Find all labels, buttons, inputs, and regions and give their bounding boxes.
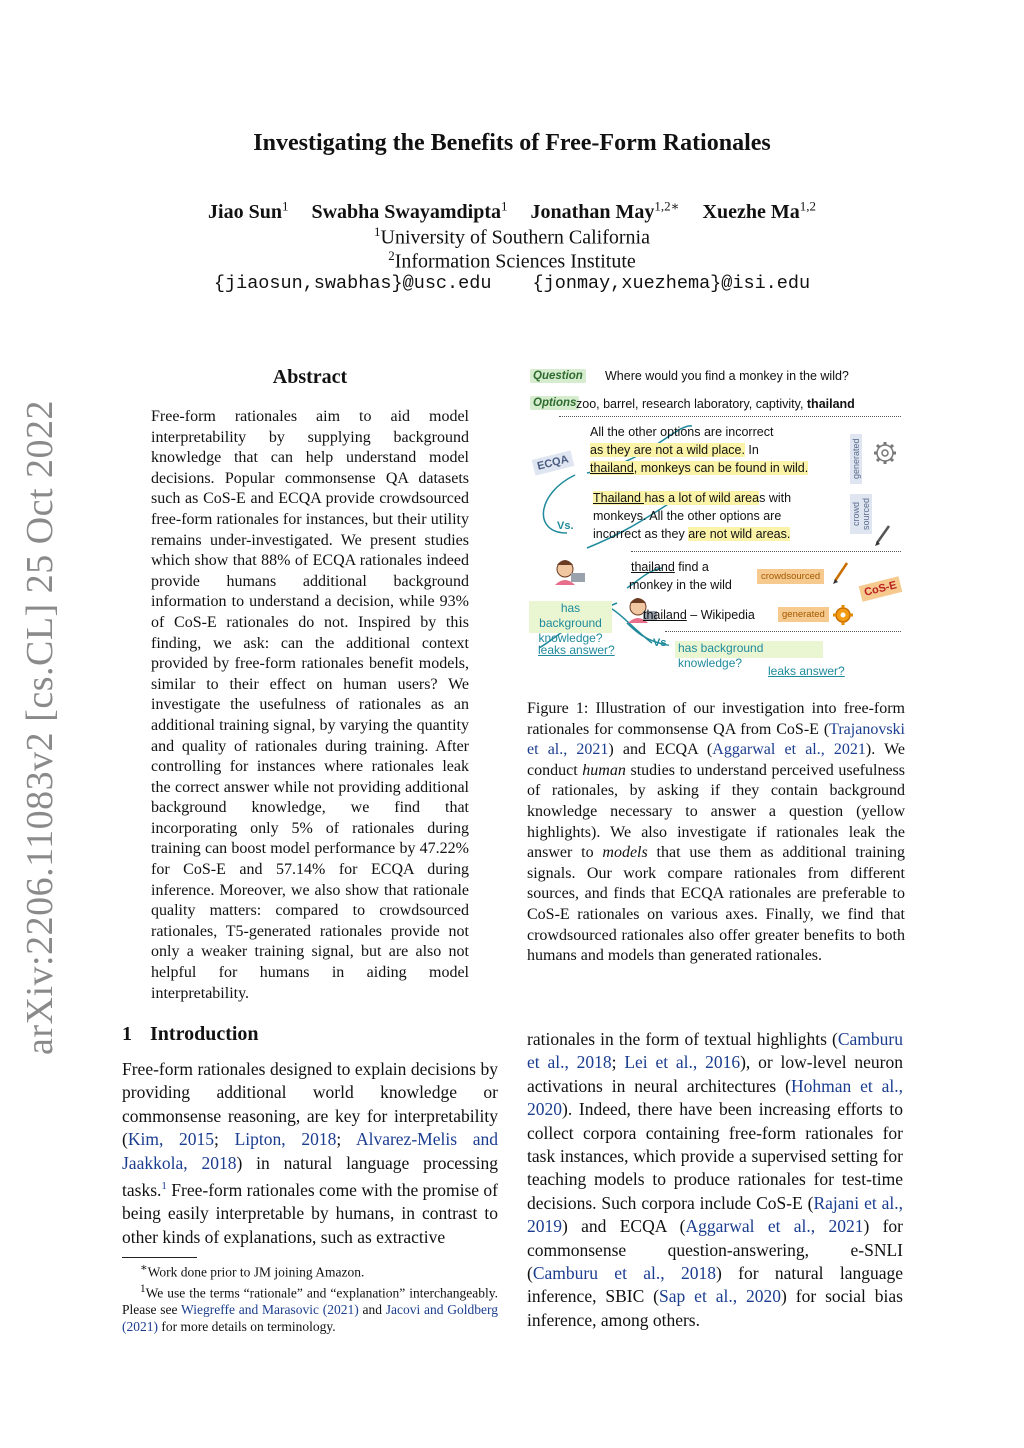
abstract-text: Free-form rationales aim to aid model interpretability by supplying background knowledge that can help understand model decisions. Popular commonsense QA datasets such as CoS-E and ECQA provide crowdsourced free-form rationales for instances, but their utility remains under-investigated. We present studies which show that 88% of ECQA rationales indeed provide humans additional background information to understand a decision, while 93% of CoS-E rationales do not. Inspired by this finding, we ask: can the additional context provided by free-form rationales benefit models, similar to their effect on human users? We investigate the usefulness of rationales as an additional training signal, by varying the quantity and quality of rationales during training. After controlling for instances where rationales leak the correct answer while not providing additional background knowledge, we find that incorporating only 5% of rationales during training can boost model performance by 47.22% for CoS-E and 57.14% for ECQA during inference. Moreover, we also show that rationale quality matters: compared to crowdsourced rationales, T5-generated rationales provide not only a weaker training signal, but are also not helpful for humans in aiding model interpretability. [151, 408, 469, 1002]
person-icon [555, 560, 585, 585]
question-text: Where would you find a monkey in the wild? [605, 369, 849, 383]
citation-link[interactable]: Kim, 2015 [127, 1129, 215, 1150]
arxiv-stamp: arXiv:2206.11083v2 [cs.CL] 25 Oct 2022 [19, 399, 61, 1055]
citation-link[interactable]: Aggarwal et al., 2021 [685, 1216, 864, 1237]
intro-paragraph: rationales in the form of textual highlights (Camburu et al., 2018; Lei et al., 2016), or low-level neuron activations in neural architectures (Hohman et al., 2020). Indeed, there have been increasing efforts to collect corpora containing free-form rationales for task instances, which provide a supervised setting for teaching models to produce rationales for test-time decisions. Such corpora include CoS-E (Rajani et al., 2019) and ECQA (Aggarwal et al., 2021) for commonsense question-answering, e-SNLI (Camburu et al., 2018) for natural language inference, SBIC (Sap et al., 2020) for social bias inference, among others. [527, 1029, 904, 1330]
divider [631, 551, 901, 552]
question-tag: Question [530, 369, 586, 383]
author: Jiao Sun$^1$ [208, 198, 289, 223]
crowd-sourced-label: crowd sourced [850, 494, 872, 534]
email[interactable]: {jonmay,xuezhema}@isi.edu [532, 273, 811, 294]
section-heading: 1 Introduction [122, 1023, 259, 1045]
citation-link[interactable]: Camburu et al., 2018 [532, 1263, 716, 1284]
citation-link[interactable]: Sap et al., 2020 [659, 1286, 782, 1307]
email[interactable]: {jiaosun,swabhas}@usc.edu [213, 273, 492, 294]
leaks-answer-question: leaks answer? [768, 664, 845, 678]
author: Swabha Swayamdipta$^1$ [311, 198, 508, 223]
cose-rationale-line: thailand – Wikipedia [643, 608, 755, 622]
divider [559, 416, 901, 417]
ecqa-badge: ECQA [532, 450, 574, 475]
affiliation: $^1$University of Southern California [374, 224, 650, 249]
paper-title: Investigating the Benefits of Free-Form Rationales [253, 130, 771, 156]
citation-link[interactable]: Hohman et al., 2020 [527, 1075, 903, 1120]
leaks-answer-question: leaks answer? [538, 643, 615, 657]
cose-rationale-line: monkey in the wild [629, 578, 732, 592]
author-list [0, 198, 1024, 224]
author: Xuezhe Ma$^{1,2}$ [702, 198, 816, 223]
crowdsourced-badge: crowdsourced [757, 569, 824, 584]
vs-label: Vs. [653, 637, 670, 649]
footnote-rule [122, 1257, 197, 1258]
citation-link[interactable]: Wiegreffe and Marasovic (2021) [181, 1302, 359, 1317]
author: Jonathan May$^{1,2∗}$ [530, 198, 680, 223]
citation-link[interactable]: Camburu et al., 2018 [527, 1029, 903, 1073]
crowd-rationale-line: monkeys. All the other options are [593, 509, 782, 523]
footnotes [122, 1260, 498, 1335]
options-text: zoo, barrel, research laboratory, captivity, thailand [576, 397, 855, 411]
gear-icon [833, 605, 853, 625]
ecqa-rationale-line: as they are not a wild place. In [590, 443, 759, 457]
pencil-icon [875, 526, 889, 546]
affiliation: $^2$Information Sciences Institute [388, 248, 636, 273]
abstract-heading: Abstract [272, 366, 348, 388]
footnote: ∗Work done prior to JM joining Amazon. [140, 1262, 365, 1280]
citation-link[interactable]: Rajani et al., 2019 [527, 1192, 903, 1237]
citation-link[interactable]: Lei et al., 2016 [624, 1052, 741, 1073]
gear-icon [874, 442, 896, 464]
crowd-rationale-line: Thailand has a lot of wild areas with [593, 491, 792, 505]
has-background-question: has background knowledge? [529, 601, 612, 633]
intro-paragraph: Free-form rationales designed to explain decisions by providing additional world knowledge or commonsense reasoning, are key for interpretability (Kim, 2015; Lipton, 2018; Alvarez-Melis and Jaakkola, 2018) in natural language processing tasks.$^1$ Free-form rationales come with the promise of being easily interpretable by humans, in contrast to other kinds of explanations, such as extractive [122, 1059, 498, 1247]
crowd-rationale-line: incorrect as they are not wild areas. [593, 527, 791, 541]
citation-link[interactable]: Aggarwal et al., 2021 [712, 741, 866, 759]
citation-link[interactable]: Trajanovski et al., 2021 [527, 720, 905, 759]
options-tag: Options [530, 396, 579, 410]
citation-link[interactable]: Jacovi and Goldberg (2021) [122, 1302, 498, 1334]
figure-caption: Figure 1: Illustration of our investigation into free-form rationales for commonsense QA from CoS-E (Trajanovski et al., 2021) and ECQA (Aggarwal et al., 2021). We conduct human studies to understand perceived usefulness of rationales, by asking if they contain background knowledge necessary to answer a question (yellow highlights). We also investigate if rationales leak the answer to models that use them as additional training signals. Our work compare rationales from different sources, and finds that ECQA rationales are preferable to CoS-E rationales on various axes. Finally, we find that crowdsourced rationales also offer greater benefits to both humans and models than generated rationales. [527, 700, 905, 965]
citation-link[interactable]: Lipton, 2018 [234, 1129, 337, 1150]
has-background-question: has background knowledge? [675, 641, 823, 658]
divider [665, 631, 901, 632]
ecqa-rationale-line: thailand, monkeys can be found in wild. [590, 461, 809, 475]
figure-1 [527, 363, 907, 693]
author-emails [0, 273, 1024, 294]
generated-label: generated [850, 434, 862, 484]
generated-badge: generated [778, 607, 829, 622]
cose-rationale-line: thailand find a [631, 560, 709, 574]
pencil-icon [833, 563, 847, 584]
vs-label: Vs. [557, 520, 574, 532]
ecqa-rationale-line: All the other options are incorrect [590, 425, 774, 439]
cose-badge: CoS-E [859, 576, 903, 601]
footnote-ref[interactable]: 1 [161, 1180, 167, 1193]
citation-link[interactable]: Alvarez-Melis and Jaakkola, 2018 [122, 1129, 498, 1173]
footnote: $^1$We use the terms “rationale” and “explanation” interchangeably. Please see Wiegreffe and Marasovic (2021) and Jacovi and Goldberg (2021) for more details on terminology. [122, 1282, 498, 1334]
